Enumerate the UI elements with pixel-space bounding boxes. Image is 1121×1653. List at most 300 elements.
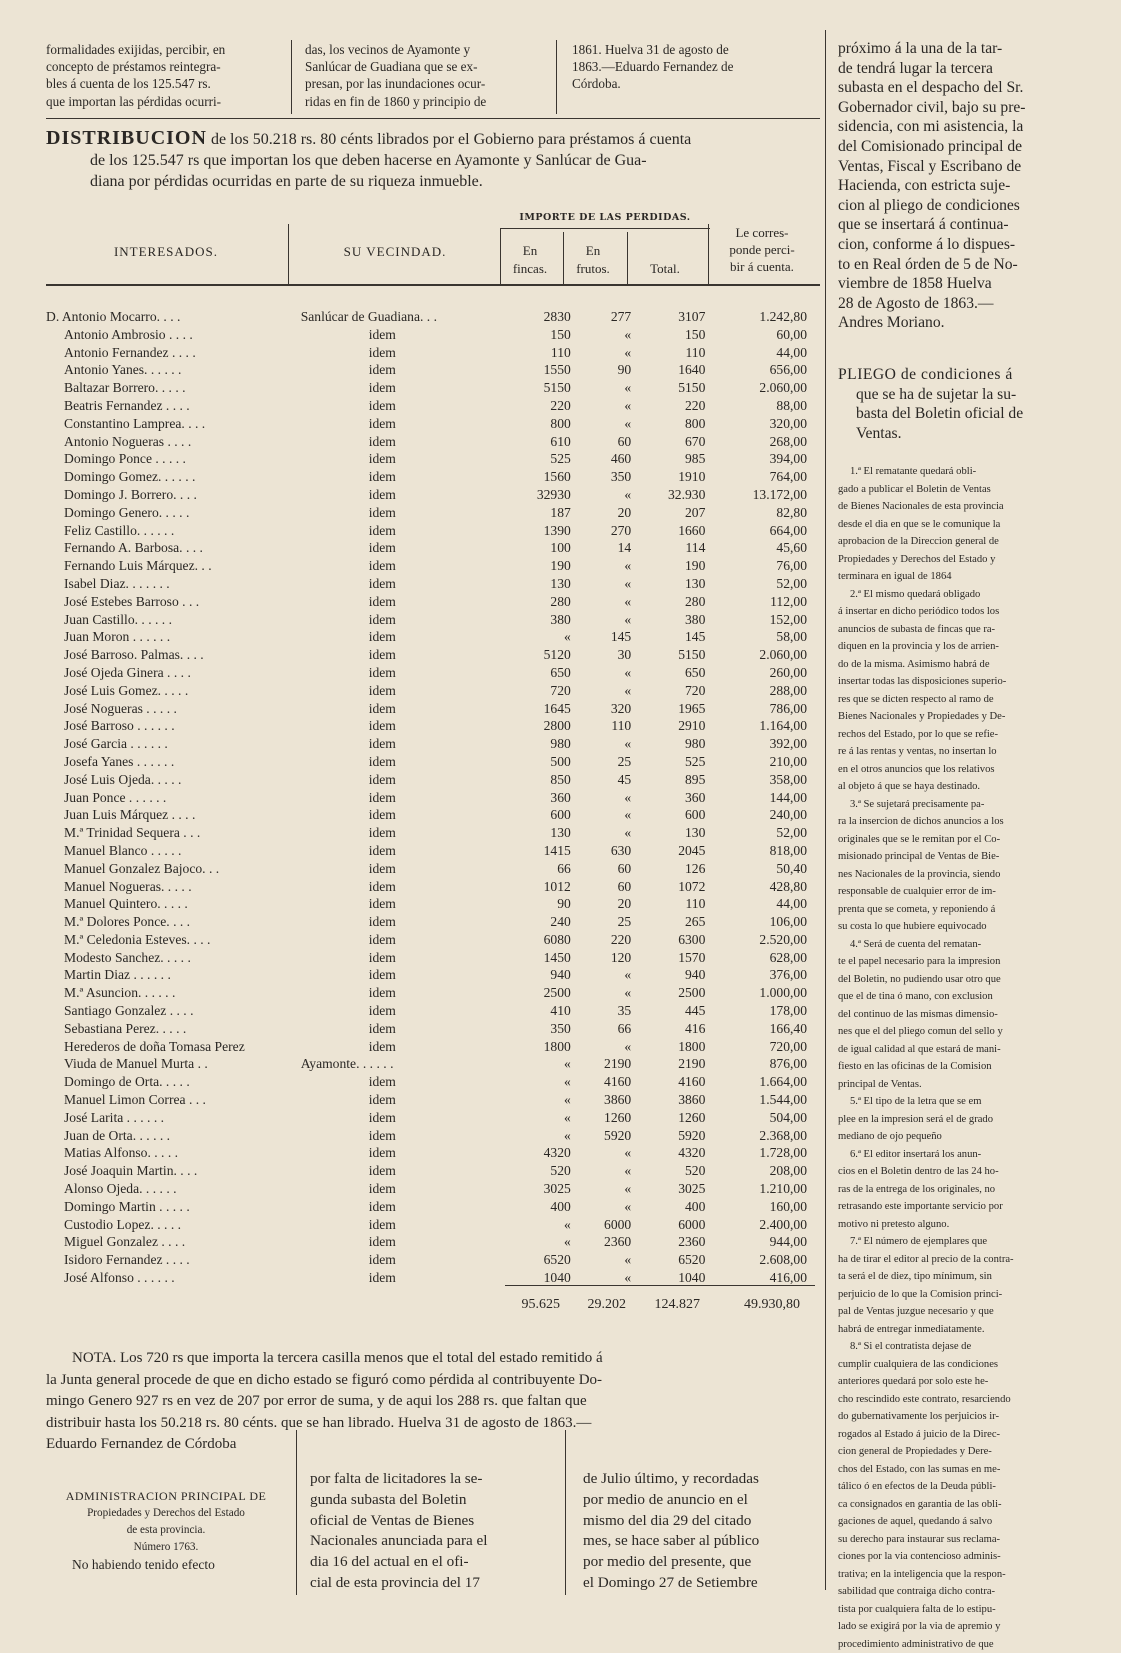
cell-fincas: 66 [507,860,577,878]
cell-frutos: 5920 [577,1127,637,1145]
condition-line: motivo ni pretesto alguno. [838,1216,1078,1234]
cell-interesado: Santiago Gonzalez . . . . [46,1002,301,1020]
condition-line: res que se dicten respecto al ramo de [838,691,1078,709]
cell-fincas: 110 [507,344,577,362]
cell-interesado: Domingo Ponce . . . . . [46,450,301,468]
cell-vecindad [301,700,507,718]
vecindad-text: idem [301,1091,396,1109]
cell-frutos: 110 [577,717,637,735]
cell-total: 150 [637,326,711,344]
cell-fincas: « [507,1055,577,1073]
table-row [46,771,819,789]
cell-frutos: 20 [577,895,637,913]
cell-vecindad [301,646,507,664]
table-row [46,717,819,735]
vecindad-text: idem [301,735,396,753]
table-row [46,361,819,379]
cell-frutos: « [577,1038,637,1056]
cell-vecindad [301,735,507,753]
cell-total: 600 [637,806,711,824]
vecindad-text: idem [301,433,396,451]
cell-frutos: 4160 [577,1073,637,1091]
top-fragment-col2 [305,41,539,110]
condition-line: su costa lo que hubiere equivocado [838,918,1078,936]
condition-line: pal de Ventas juzgue necesario y que [838,1303,1078,1321]
cell-interesado: José Garcia . . . . . . [46,735,301,753]
cell-total: 6000 [637,1216,711,1234]
condition-line: retrasando este importante servicio por [838,1198,1078,1216]
vecindad-text: Sanlúcar de Guadiana. . . [301,309,437,324]
vecindad-text: idem [301,1269,396,1287]
vecindad-text: idem [301,1162,396,1180]
cell-vecindad [301,1198,507,1216]
cell-vecindad [301,842,507,860]
cell-total: 980 [637,735,711,753]
condition-line: de Bienes Nacionales de esta provincia [838,498,1078,516]
announcement-line: Andres Moriano. [838,313,1078,333]
horizontal-rule-top [46,118,820,119]
text-line: das, los vecinos de Ayamonte y [305,41,539,58]
cell-corresponde: 112,00 [711,593,819,611]
cell-fincas: 720 [507,682,577,700]
cell-interesado: Manuel Limon Correa . . . [46,1091,301,1109]
cell-interesado: Martin Diaz . . . . . . [46,966,301,984]
condition-line: 1.ª El rematante quedará obli- [838,463,1078,481]
header-vecindad: SU VECINDAD. [290,243,500,261]
cell-interesado: Baltazar Borrero. . . . . [46,379,301,397]
right-col-announcement [838,39,1078,333]
cell-total: 114 [637,539,711,557]
cell-vecindad [301,1055,507,1073]
text-line: 1861. Huelva 31 de agosto de [572,41,804,58]
cell-corresponde: 876,00 [711,1055,819,1073]
cell-frutos: 220 [577,931,637,949]
cell-corresponde: 44,00 [711,344,819,362]
vecindad-text: idem [301,842,396,860]
cell-total: 985 [637,450,711,468]
vecindad-text: idem [301,966,396,984]
table-row [46,1109,819,1127]
table-row [46,1233,819,1251]
announcement-line: próximo á la una de la tar- [838,39,1078,59]
cell-interesado: Domingo Gomez. . . . . . [46,468,301,486]
cell-total: 1800 [637,1038,711,1056]
condition-line: originales que se le remitan por el Co- [838,831,1078,849]
cell-vecindad [301,682,507,700]
cell-vecindad [301,1269,507,1287]
condition-line: plee en la impresion será el de grado [838,1111,1078,1129]
cell-fincas: 130 [507,575,577,593]
announcement-line: que se insertará á continua- [838,215,1078,235]
admin-block [46,1488,286,1573]
cell-total: 670 [637,433,711,451]
total-corresponde: 49.930,80 [710,1297,800,1313]
cell-total: 207 [637,504,711,522]
cell-vecindad [301,468,507,486]
cell-vecindad [301,611,507,629]
vecindad-text: idem [301,1144,396,1162]
cell-corresponde: 178,00 [711,1002,819,1020]
cell-interesado: Custodio Lopez. . . . . [46,1216,301,1234]
cell-fincas: « [507,1091,577,1109]
cell-vecindad [301,753,507,771]
table-row [46,806,819,824]
cell-frutos: « [577,984,637,1002]
table-row [46,1055,819,1073]
header-col-rule [708,224,709,284]
cell-interesado: Antonio Ambrosio . . . . [46,326,301,344]
cell-frutos: 30 [577,646,637,664]
cell-total: 6520 [637,1251,711,1269]
text-line: bles á cuenta de los 125.547 rs. [46,75,278,92]
cell-total: 380 [637,611,711,629]
cell-frutos: 25 [577,753,637,771]
header-line: En [500,242,560,260]
cell-fincas: 187 [507,504,577,522]
cell-total: 126 [637,860,711,878]
cell-vecindad [301,344,507,362]
cell-frutos: « [577,611,637,629]
cell-total: 130 [637,575,711,593]
header-line: En [565,242,621,260]
condition-line: sabilidad que contraiga dicho contra- [838,1583,1078,1601]
table-body [46,308,819,1287]
text-line: mes, se hace saber al público [583,1531,821,1552]
cell-vecindad [301,628,507,646]
table-row [46,1073,819,1091]
cell-fincas: 980 [507,735,577,753]
vecindad-text: idem [301,326,396,344]
condition-line: que el de tina ó mano, con exclusion [838,988,1078,1006]
column-rule-main [825,30,826,1590]
cell-interesado: José Larita . . . . . . [46,1109,301,1127]
cell-interesado: Manuel Blanco . . . . . [46,842,301,860]
vecindad-text: idem [301,1180,396,1198]
condition-line: do de la misma. Asimismo habrá de [838,656,1078,674]
distribution-line-2: de los 125.547 rs que importan los que deben hacerse en Ayamonte y Sanlúcar de Gua- [46,150,820,171]
text-line: gunda subasta del Boletin [310,1490,555,1511]
cell-fincas: 350 [507,1020,577,1038]
cell-fincas: 410 [507,1002,577,1020]
cell-vecindad [301,450,507,468]
cell-total: 5920 [637,1127,711,1145]
text-line [46,128,820,150]
cell-frutos: 66 [577,1020,637,1038]
cell-total: 895 [637,771,711,789]
cell-vecindad [301,1020,507,1038]
announcement-line: subasta en el despacho del Sr. [838,78,1078,98]
condition-line: re á las rentas y ventas, no insertan lo [838,743,1078,761]
condition-line: 2.ª El mismo quedará obligado [838,586,1078,604]
cell-vecindad [301,913,507,931]
text-line: Sanlúcar de Guadiana que se ex- [305,58,539,75]
cell-total: 720 [637,682,711,700]
cell-fincas: 940 [507,966,577,984]
cell-interesado: Sebastiana Perez. . . . . [46,1020,301,1038]
table-row [46,415,819,433]
cell-frutos: 145 [577,628,637,646]
vecindad-text: idem [301,593,396,611]
cell-fincas: 2830 [507,308,577,326]
cell-vecindad [301,557,507,575]
vecindad-text: idem [301,717,396,735]
cell-frutos: 270 [577,522,637,540]
distribution-line-1: de los 50.218 rs. 80 cénts librados por el Gobierno para préstamos á cuenta [207,131,691,148]
vecindad-text: idem [301,575,396,593]
text-line: que importan las pérdidas ocurri- [46,93,278,110]
right-col-conditions [838,463,1078,1653]
cell-vecindad [301,1109,507,1127]
cell-vecindad [301,486,507,504]
condition-line: procedimiento administrativo de que [838,1636,1078,1653]
cell-fincas: 1550 [507,361,577,379]
header-total [630,260,700,278]
cell-fincas: 1645 [507,700,577,718]
cell-frutos: « [577,824,637,842]
cell-interesado: José Joaquin Martin. . . . [46,1162,301,1180]
announcement-line: Gobernador civil, bajo su pre- [838,98,1078,118]
vecindad-text: idem [301,913,396,931]
distribution-heading [46,128,820,192]
cell-vecindad [301,949,507,967]
table-row [46,753,819,771]
cell-corresponde: 2.520,00 [711,931,819,949]
nota-line: mingo Genero 927 rs en vez de 207 por error de suma, y de aqui los 288 rs. que faltan que [46,1391,820,1413]
cell-total: 5150 [637,646,711,664]
vecindad-text: idem [301,468,396,486]
vecindad-text: idem [301,1020,396,1038]
cell-frutos: « [577,557,637,575]
cell-corresponde: 1.728,00 [711,1144,819,1162]
header-col-rule [500,228,501,284]
cell-vecindad [301,1091,507,1109]
nota-line: distribuir hasta los 50.218 rs. 80 cénts. que se han librado. Huelva 31 de agosto de 1863.— [46,1413,820,1435]
table-row [46,646,819,664]
condition-line: aprobacion de la Direccion general de [838,533,1078,551]
cell-total: 265 [637,913,711,931]
cell-total: 145 [637,628,711,646]
condition-line: tálico ó en efectos de la Deuda públi- [838,1478,1078,1496]
distribution-line-3: diana por pérdidas ocurridas en parte de su riqueza inmueble. [46,171,820,192]
condition-line: nes que el del pliego comun del sello y [838,1023,1078,1041]
table-row [46,1216,819,1234]
vecindad-text: idem [301,664,396,682]
cell-interesado: M.ª Dolores Ponce. . . . [46,913,301,931]
text-line: presan, por las inundaciones ocur- [305,75,539,92]
table-row [46,522,819,540]
cell-frutos: 60 [577,433,637,451]
cell-vecindad [301,984,507,1002]
cell-interesado: Juan Castillo. . . . . . [46,611,301,629]
cell-corresponde: 76,00 [711,557,819,575]
cell-frutos: 1260 [577,1109,637,1127]
vecindad-text: idem [301,682,396,700]
cell-total: 400 [637,1198,711,1216]
vecindad-text: idem [301,611,396,629]
cell-corresponde: 416,00 [711,1269,819,1287]
vecindad-text: idem [301,753,396,771]
cell-total: 525 [637,753,711,771]
condition-line: su derecho para instaurar sus reclama- [838,1531,1078,1549]
cell-corresponde: 1.000,00 [711,984,819,1002]
table-row [46,326,819,344]
cell-corresponde: 45,60 [711,539,819,557]
cell-total: 190 [637,557,711,575]
text-line: 1863.—Eduardo Fernandez de [572,58,804,75]
top-fragment-col3 [572,41,804,93]
cell-fincas: 150 [507,326,577,344]
cell-interesado: Manuel Nogueras. . . . . [46,878,301,896]
cell-interesado: Feliz Castillo. . . . . . [46,522,301,540]
cell-frutos: 2360 [577,1233,637,1251]
cell-vecindad [301,593,507,611]
cell-frutos: « [577,664,637,682]
cell-vecindad [301,895,507,913]
table-row [46,557,819,575]
cell-fincas: 5120 [507,646,577,664]
table-row [46,664,819,682]
cell-frutos: « [577,344,637,362]
cell-total: 800 [637,415,711,433]
cell-total: 4320 [637,1144,711,1162]
cell-fincas: 5150 [507,379,577,397]
cell-fincas: 100 [507,539,577,557]
table-row [46,842,819,860]
condition-line: 3.ª Se sujetará precisamente pa- [838,796,1078,814]
text-line: dia 16 del actual en el ofi- [310,1552,555,1573]
announcement-line: viembre de 1858 Huelva [838,274,1078,294]
cell-corresponde: 818,00 [711,842,819,860]
admin-line: Número 1763. [46,1539,286,1556]
condition-line: trativa; en la inteligencia que la respon- [838,1566,1078,1584]
condition-line: 5.ª El tipo de la letra que se em [838,1093,1078,1111]
vecindad-text: idem [301,397,396,415]
cell-fincas: « [507,1233,577,1251]
vecindad-text: idem [301,1073,396,1091]
cell-corresponde: 2.060,00 [711,379,819,397]
vecindad-text: Ayamonte. . . . . . [301,1056,394,1071]
cell-corresponde: 320,00 [711,415,819,433]
cell-frutos: 320 [577,700,637,718]
cell-fincas: 1415 [507,842,577,860]
condition-line: prenta que se cometa, y reponiendo á [838,901,1078,919]
nota-paragraph [46,1348,820,1456]
condition-line: á insertar en dicho periódico todos los [838,603,1078,621]
cell-vecindad [301,806,507,824]
vecindad-text: idem [301,450,396,468]
cell-frutos: « [577,1180,637,1198]
cell-interesado: Miguel Gonzalez . . . . [46,1233,301,1251]
admin-start: No habiendo tenido efecto [46,1556,286,1573]
cell-fincas: 650 [507,664,577,682]
table-row [46,1038,819,1056]
condition-line: cho rescindido este contrato, resarciendo [838,1391,1078,1409]
cell-interesado: Constantino Lamprea. . . . [46,415,301,433]
cell-corresponde: 208,00 [711,1162,819,1180]
cell-corresponde: 1.164,00 [711,717,819,735]
cell-interesado: Beatris Fernandez . . . . [46,397,301,415]
cell-fincas: 32930 [507,486,577,504]
cell-fincas: 800 [507,415,577,433]
condition-line: ciones por la via contencioso adminis- [838,1548,1078,1566]
cell-interesado: Domingo Genero. . . . . [46,504,301,522]
table-row [46,628,819,646]
vecindad-text: idem [301,522,396,540]
header-rule-importe [500,228,710,229]
cell-corresponde: 58,00 [711,628,819,646]
cell-interesado: Manuel Gonzalez Bajoco. . . [46,860,301,878]
cell-fincas: 3025 [507,1180,577,1198]
table-row [46,593,819,611]
cell-corresponde: 764,00 [711,468,819,486]
cell-fincas: 4320 [507,1144,577,1162]
cell-vecindad [301,1180,507,1198]
vecindad-text: idem [301,878,396,896]
text-line: el Domingo 27 de Setiembre [583,1573,821,1594]
condition-line: al objeto á que se haya destinado. [838,778,1078,796]
cell-vecindad [301,1216,507,1234]
table-row [46,878,819,896]
cell-frutos: « [577,397,637,415]
nota-line: la Junta general procede de que en dicho estado se figuró como pérdida al contribuyente Do- [46,1370,820,1392]
cell-frutos: « [577,1269,637,1287]
cell-total: 3860 [637,1091,711,1109]
admin-title: ADMINISTRACION PRINCIPAL DE [46,1488,286,1505]
cell-interesado: Antonio Fernandez . . . . [46,344,301,362]
cell-corresponde: 428,80 [711,878,819,896]
cell-fincas: 610 [507,433,577,451]
condition-line: te el papel necesario para la impresion [838,953,1078,971]
cell-corresponde: 152,00 [711,611,819,629]
cell-interesado: Isabel Diaz. . . . . . . [46,575,301,593]
vecindad-text: idem [301,789,396,807]
header-col-rule [288,224,289,284]
condition-line: tista por cualquiera falta de lo estipu- [838,1601,1078,1619]
cell-frutos: 120 [577,949,637,967]
condition-line: rechos del Estado, por lo que se refie- [838,726,1078,744]
announcement-line: Ventas, Fiscal y Escribano de [838,157,1078,177]
table-row [46,913,819,931]
condition-line: 8.ª Si el contratista dejase de [838,1338,1078,1356]
cell-interesado: José Luis Gomez. . . . . [46,682,301,700]
cell-corresponde: 358,00 [711,771,819,789]
vecindad-text: idem [301,949,396,967]
condition-line: responsable de cualquier error de im- [838,883,1078,901]
cell-frutos: « [577,1144,637,1162]
condition-line: perjuicio de lo que la Comision princi- [838,1286,1078,1304]
header-line: frutos. [565,260,621,278]
cell-frutos: 3860 [577,1091,637,1109]
cell-vecindad [301,308,507,326]
cell-vecindad [301,1233,507,1251]
vecindad-text: idem [301,1216,396,1234]
cell-total: 1640 [637,361,711,379]
cell-fincas: 520 [507,1162,577,1180]
condition-line: habrá de entregar inmediatamente. [838,1321,1078,1339]
cell-fincas: 850 [507,771,577,789]
table-row [46,379,819,397]
vecindad-text: idem [301,824,396,842]
cell-fincas: 380 [507,611,577,629]
column-rule-top-2 [556,40,557,114]
condition-line: cion general de Propiedades y Dere- [838,1443,1078,1461]
cell-total: 130 [637,824,711,842]
condition-line: ca consignados en garantia de las obli- [838,1496,1078,1514]
cell-corresponde: 82,80 [711,504,819,522]
table-row [46,949,819,967]
bottom-col2 [310,1469,555,1594]
cell-fincas: 1040 [507,1269,577,1287]
